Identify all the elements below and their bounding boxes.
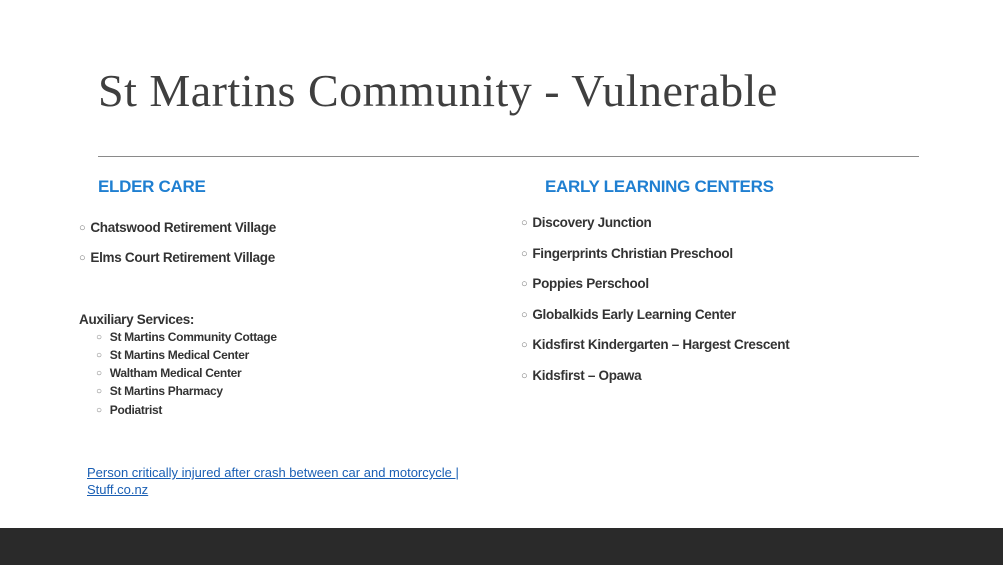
circle-bullet-icon: ○ bbox=[521, 248, 528, 260]
circle-bullet-icon: ○ bbox=[96, 368, 102, 379]
slide-title: St Martins Community - Vulnerable bbox=[98, 65, 778, 116]
elder-care-heading: ELDER CARE bbox=[98, 177, 206, 196]
list-item: ○ Elms Court Retirement Village bbox=[79, 250, 275, 265]
footer-bar bbox=[0, 528, 1003, 565]
circle-bullet-icon: ○ bbox=[79, 222, 86, 234]
list-item: ○ Kidsfirst Kindergarten – Hargest Crescent bbox=[521, 337, 790, 352]
circle-bullet-icon: ○ bbox=[96, 405, 102, 416]
title-divider bbox=[98, 156, 919, 157]
circle-bullet-icon: ○ bbox=[521, 278, 528, 290]
list-item: ○ St Martins Pharmacy bbox=[96, 384, 223, 398]
auxiliary-services-heading: Auxiliary Services: bbox=[79, 312, 195, 327]
list-item: ○ St Martins Community Cottage bbox=[96, 330, 277, 344]
circle-bullet-icon: ○ bbox=[79, 252, 86, 264]
circle-bullet-icon: ○ bbox=[521, 370, 528, 382]
circle-bullet-icon: ○ bbox=[96, 350, 102, 361]
list-item: ○ Podiatrist bbox=[96, 403, 163, 417]
early-learning-heading: EARLY LEARNING CENTERS bbox=[545, 177, 774, 196]
circle-bullet-icon: ○ bbox=[521, 217, 528, 229]
circle-bullet-icon: ○ bbox=[96, 332, 102, 343]
list-item: ○ Kidsfirst – Opawa bbox=[521, 368, 642, 383]
list-item: ○ Globalkids Early Learning Center bbox=[521, 307, 736, 322]
list-item: ○ St Martins Medical Center bbox=[96, 348, 249, 362]
circle-bullet-icon: ○ bbox=[521, 309, 528, 321]
list-item: ○ Chatswood Retirement Village bbox=[79, 220, 277, 235]
circle-bullet-icon: ○ bbox=[521, 339, 528, 351]
circle-bullet-icon: ○ bbox=[96, 386, 102, 397]
list-item: ○ Fingerprints Christian Preschool bbox=[521, 246, 733, 261]
list-item: ○ Poppies Perschool bbox=[521, 276, 649, 291]
list-item: ○ Discovery Junction bbox=[521, 215, 652, 230]
news-article-link[interactable]: Person critically injured after crash between car and motorcycle | Stuff.co.nz bbox=[87, 465, 459, 497]
list-item: ○ Waltham Medical Center bbox=[96, 366, 242, 380]
